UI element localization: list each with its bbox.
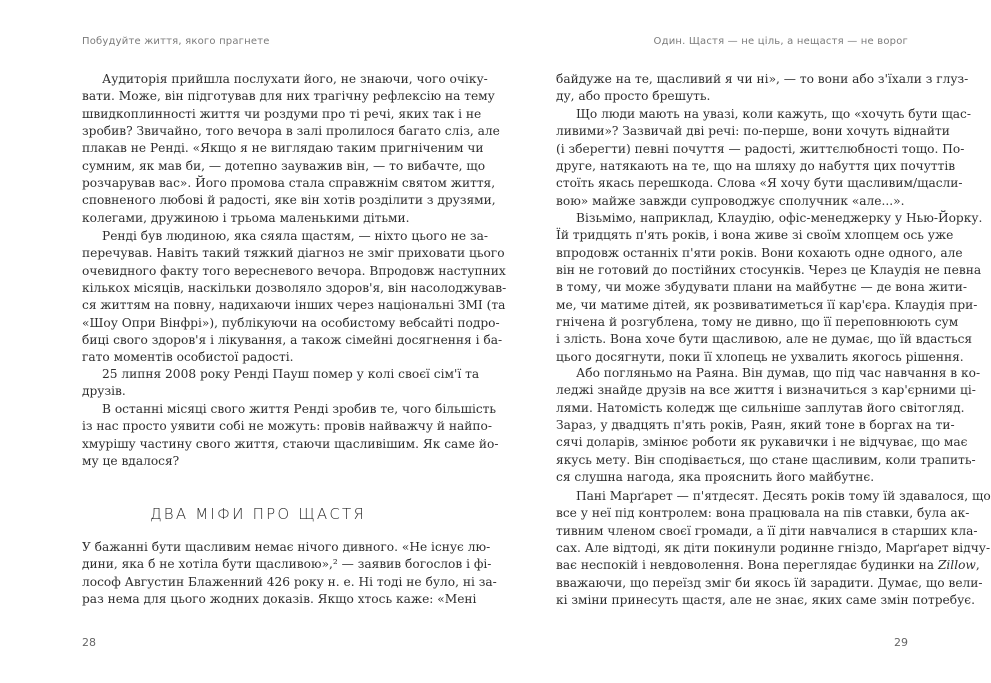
- text-line: сповненого любові й радості, яке він хотів розділити з друзями,: [82, 193, 496, 208]
- text-line: дини, яка б не хотіла бути щасливою»,² — заявив богослов і фі-: [82, 557, 492, 572]
- text-line: кі зміни принесуть щастя, але не знає, яких саме змін потребує.: [556, 593, 975, 608]
- text-line: друге, натякають на те, що на шляху до набуття цих почуттів: [556, 159, 956, 174]
- text-line: 25 липня 2008 року Ренді Пауш помер у колі своєї сім'ї та: [102, 367, 480, 381]
- text-line: колегами, дружиною і трьома маленькими дітьми.: [82, 210, 410, 225]
- text-line: тивним членом своєї громади, а її діти навчалися в старших кла-: [556, 523, 978, 538]
- text-line: гато моментів особистої радості.: [82, 350, 294, 365]
- text-line: В останні місяці свого життя Ренді зробив те, чого більшість: [102, 402, 497, 416]
- text-line: друзів.: [82, 384, 126, 399]
- text-line: ду, або просто брешуть.: [556, 89, 711, 104]
- text-line: очевидного факту того вересневого вечора. Впродовж наступних: [82, 263, 506, 278]
- text-line: ся життям на повну, надихаючи інших через національні ЗМІ (та: [82, 298, 506, 313]
- left-page-number: 28: [82, 636, 96, 649]
- text-line: Зараз, у двадцять п'ять років, Раян, який тоне в боргах на ти-: [556, 418, 955, 433]
- text-line: швидкоплинності життя чи роздуми про ті речі, яких так і не: [82, 106, 482, 121]
- text-line: розчарував вас». Його промова стала справжнім святом життя,: [82, 176, 496, 191]
- text-line: із нас просто уявити собі не можуть: провів найважчу й найпо-: [82, 419, 492, 434]
- text-line: (і зберегти) певні почуття — радості, життєлюбності тощо. По-: [556, 141, 965, 156]
- left-running-header: Побудуйте життя, якого прагнете: [82, 36, 270, 47]
- text-line: Ренді був людиною, яка сяяла щастям, — ніхто цього не за-: [102, 229, 489, 243]
- text-line: Пані Марґарет — п'ятдесят. Десять років тому їй здавалося, що: [576, 489, 991, 503]
- text-line: «Шоу Опри Вінфрі»), публікуючи на особистому вебсайті подро-: [82, 315, 500, 330]
- text-line: перечував. Навіть такий тяжкий діагноз не зміг приховати цього: [82, 246, 505, 261]
- text-line: ме, чи матиме дітей, як розвиватиметься її кар'єра. Клаудія при-: [556, 297, 978, 312]
- text-line: кількох місяців, наскільки дозволяло здоров'я, він насолоджував-: [82, 281, 507, 296]
- text-line: леджі знайде друзів на все життя і визначиться з кар'єрними ці-: [556, 383, 976, 398]
- text-line: плакав не Ренді. «Якщо я не виглядаю таким пригніченим чи: [82, 141, 484, 156]
- section-heading: ДВА МІФИ ПРО ЩАСТЯ: [149, 505, 367, 523]
- text-line: ває неспокій і невдоволення. Вона переглядає будинки на Zillow,: [556, 558, 980, 573]
- text-line: раз нема для цього жодних доказів. Якщо хтось каже: «Мені: [82, 592, 477, 607]
- text-line: вважаючи, що переїзд зміг би якось їй зарадити. Думає, що вели-: [556, 575, 983, 590]
- text-line: Що люди мають на увазі, коли кажуть, що «хочуть бути щас-: [576, 107, 971, 121]
- text-line: байдуже на те, щасливий я чи ні», — то вони або з'їхали з глуз-: [556, 72, 969, 86]
- text-line: Аудиторія прийшла послухати його, не знаючи, чого очіку-: [102, 72, 488, 86]
- text-line: цього досягнути, поки її хлопець не ухвалить якогось рішення.: [556, 349, 964, 364]
- text-line: му це вдалося?: [82, 454, 180, 469]
- text-line: Їй тридцять п'ять років, і вона живе зі своїм хлопцем ось уже: [556, 228, 954, 243]
- text-line: якусь мету. Він сподівається, що стане щасливим, коли трапить-: [556, 452, 976, 467]
- italic-word: Zillow: [937, 558, 976, 573]
- text-line: Або погляньмо на Раяна. Він думав, що під час навчання в ко-: [576, 366, 981, 380]
- text-line: сячі доларів, змінює роботи як рукавички і не відчуває, що має: [556, 435, 968, 450]
- text-line: сах. Але відтоді, як діти покинули родинне гніздо, Марґарет відчу-: [556, 541, 991, 556]
- text-line: хмурішу частину свого життя, стаючи щасливішим. Як саме йо-: [82, 436, 499, 451]
- text-line: вою» майже завжди супроводжує сполучник «але...».: [556, 193, 905, 208]
- text-line: Візьмімо, наприклад, Клаудію, офіс-менеджерку у Нью-Йорку.: [576, 211, 983, 225]
- text-line: биці свого здоров'я і лікування, а також сімейні досягнення і ба-: [82, 333, 503, 348]
- text-line: все у неї під контролем: вона працювала на пів ставки, була ак-: [556, 506, 970, 521]
- text-line: в тому, чи може збудувати плани на майбутнє — де вона жити-: [556, 280, 967, 295]
- right-page-number: 29: [894, 636, 908, 649]
- text-line: зробив? Звичайно, того вечора в залі пролилося багато сліз, але: [82, 124, 500, 139]
- text-line: лями. Натомість коледж ще сильніше заплутав його світогляд.: [556, 400, 965, 415]
- text-line: У бажанні бути щасливим немає нічого дивного. «Не існує лю-: [82, 540, 491, 554]
- text-line: він не готовий до постійних стосунків. Через це Клаудія не певна: [556, 263, 982, 278]
- text-line: гнічена й розгублена, тому не дивно, що її переповнюють сум: [556, 315, 959, 330]
- text-line: вати. Може, він підготував для них трагічну рефлексію на тему: [82, 89, 495, 104]
- text-line: впродовж останніх п'яти років. Вони кохають одне одного, але: [556, 245, 963, 260]
- right-running-header: Один. Щастя — не ціль, а нещастя — не ворог: [653, 36, 908, 47]
- text-line: стоїть якась перешкода. Слова «Я хочу бути щасливим/щасли-: [556, 176, 963, 191]
- text-line: лософ Августин Блаженний 426 року н. е. Ні тоді не було, ні за-: [82, 574, 497, 589]
- text-line: ся слушна нагода, яка прояснить його майбутнє.: [556, 470, 875, 485]
- text-line: сумним, як мав би, — дотепно зауважив він, — то вибачте, що: [82, 158, 486, 173]
- text-line: ливими»? Зазвичай дві речі: по-перше, вони хочуть віднайти: [556, 124, 950, 139]
- text-line: і злість. Вона хоче бути щасливою, але не думає, що їй вдасться: [556, 332, 973, 347]
